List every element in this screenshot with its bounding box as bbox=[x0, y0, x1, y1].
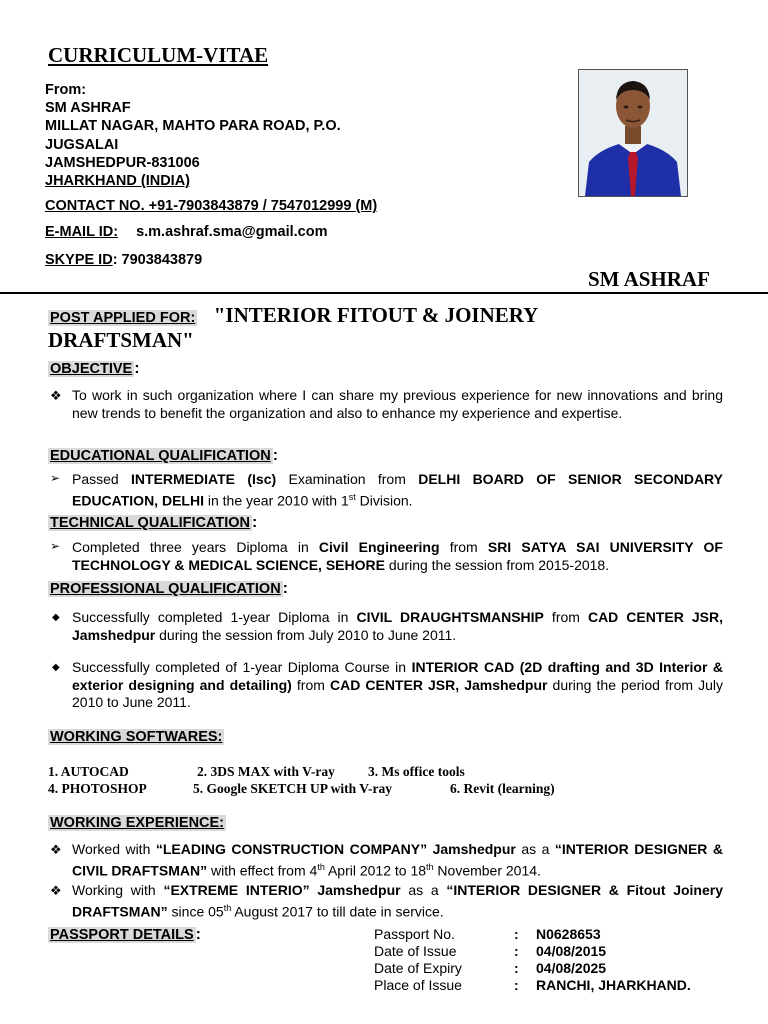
small-diamond-bullet-icon: ◆ bbox=[52, 612, 60, 623]
objective-header-text: OBJECTIVE bbox=[50, 361, 133, 377]
small-diamond-bullet-icon: ◆ bbox=[52, 662, 60, 673]
divider-line bbox=[0, 292, 768, 294]
diamond-bullet-icon: ❖ bbox=[50, 842, 62, 857]
email-row bbox=[45, 224, 328, 240]
skype-label: SKYPE ID bbox=[45, 252, 113, 268]
profile-photo bbox=[578, 69, 688, 197]
professional-header-text: PROFESSIONAL QUALIFICATION bbox=[50, 581, 281, 597]
passport-value: N0628653 bbox=[536, 926, 601, 942]
diamond-bullet-icon: ❖ bbox=[50, 388, 62, 403]
post-value-1: "INTERIOR FITOUT & JOINERY bbox=[213, 303, 539, 327]
post-label: POST APPLIED FOR: bbox=[50, 310, 196, 326]
software-item-1: 1. AUTOCAD bbox=[48, 764, 129, 779]
passport-sep: : bbox=[514, 943, 519, 959]
experience-header-text: WORKING EXPERIENCE: bbox=[50, 815, 225, 831]
passport-value: 04/08/2015 bbox=[536, 943, 607, 959]
passport-sep: : bbox=[514, 977, 519, 993]
passport-value: 04/08/2025 bbox=[536, 960, 607, 976]
skype-value: : 7903843879 bbox=[112, 252, 203, 268]
name-signature: SM ASHRAF bbox=[588, 267, 710, 291]
objective-header: OBJECTIVE : bbox=[50, 360, 140, 377]
email-label: E-MAIL ID: bbox=[45, 224, 119, 240]
passport-sep: : bbox=[514, 960, 519, 976]
diamond-bullet-icon: ❖ bbox=[50, 883, 62, 898]
email-value[interactable]: s.m.ashraf.sma@gmail.com bbox=[136, 224, 328, 240]
professional-header: PROFESSIONAL QUALIFICATION : bbox=[50, 580, 288, 597]
experience-header bbox=[48, 814, 226, 832]
candidate-name: SM ASHRAF bbox=[45, 100, 131, 117]
arrow-bullet-icon: ➢ bbox=[50, 539, 61, 553]
technical-header: TECHNICAL QUALIFICATION : bbox=[50, 514, 258, 531]
passport-value: RANCHI, JHARKHAND. bbox=[536, 977, 691, 993]
objective-text: To work in such organization where I can share my previous experience for new innovations and bring new trends to benefit the organization and also to enhance my experience and expertise. bbox=[72, 387, 723, 421]
software-header-text: WORKING SOFTWARES: bbox=[50, 729, 223, 745]
education-header: EDUCATIONAL QUALIFICATION : bbox=[50, 447, 279, 464]
technical-text: Completed three years Diploma in Civil Engineering from SRI SATYA SAI UNIVERSITY OF TECHNOLOGY & MEDICAL SCIENCE, SEHORE during the session from 2015-2018. bbox=[72, 539, 723, 573]
software-header bbox=[48, 728, 224, 746]
passport-label: Passport No. bbox=[374, 926, 455, 942]
address-line-1: MILLAT NAGAR, MAHTO PARA ROAD, P.O. bbox=[45, 118, 341, 135]
arrow-bullet-icon: ➢ bbox=[50, 471, 61, 485]
passport-label: Date of Expiry bbox=[374, 960, 462, 976]
address-line-2: JUGSALAI bbox=[45, 136, 119, 153]
contact-number: CONTACT NO. +91-7903843879 / 7547012999 (M) bbox=[45, 198, 378, 214]
passport-header: PASSPORT DETAILS : bbox=[50, 926, 201, 943]
passport-sep: : bbox=[514, 926, 519, 942]
education-text: Passed INTERMEDIATE (Isc) Examination from DELHI BOARD OF SENIOR SECONDARY EDUCATION, DELHI in the year 2010 with 1st Division. bbox=[72, 471, 723, 509]
professional-item-1: Successfully completed 1-year Diploma in CIVIL DRAUGHTSMANSHIP from CAD CENTER JSR, Jamshedpur during the session from July 2010 to June 2011. bbox=[72, 609, 724, 643]
from-label: From: bbox=[45, 82, 87, 98]
software-item-4: 4. PHOTOSHOP bbox=[48, 781, 147, 796]
from-block bbox=[45, 81, 341, 190]
post-applied bbox=[48, 303, 728, 328]
experience-item-2: Working with “EXTREME INTERIO” Jamshedpur as a “INTERIOR DESIGNER & Fitout Joinery DRAFTSMAN” since 05th August 2017 to till date in service. bbox=[72, 882, 723, 920]
education-header-text: EDUCATIONAL QUALIFICATION bbox=[50, 448, 271, 464]
passport-header-text: PASSPORT DETAILS bbox=[50, 927, 194, 943]
professional-item-2: Successfully completed of 1-year Diploma Course in INTERIOR CAD (2D drafting and 3D Interior & exterior designing and detailing) from CAD CENTER JSR, Jamshedpur during the period from July 2010 to June 2011. bbox=[72, 659, 724, 710]
software-item-2: 2. 3DS MAX with V-ray bbox=[197, 764, 335, 779]
software-item-3: 3. Ms office tools bbox=[368, 764, 465, 779]
address-line-4: JHARKHAND (INDIA) bbox=[45, 173, 190, 190]
skype-row bbox=[45, 252, 202, 268]
page-title: CURRICULUM-VITAE bbox=[48, 43, 269, 67]
experience-item-1: Worked with “LEADING CONSTRUCTION COMPANY” Jamshedpur as a “INTERIOR DESIGNER & CIVIL DRAFTSMAN” with effect from 4th April 2012 to 18th November 2014. bbox=[72, 841, 723, 879]
technical-header-text: TECHNICAL QUALIFICATION bbox=[50, 515, 251, 531]
software-item-6: 6. Revit (learning) bbox=[450, 781, 555, 796]
passport-label: Place of Issue bbox=[374, 977, 462, 993]
address-line-3: JAMSHEDPUR-831006 bbox=[45, 154, 200, 171]
software-item-5: 5. Google SKETCH UP with V-ray bbox=[193, 781, 393, 796]
post-value-2: DRAFTSMAN" bbox=[48, 328, 194, 352]
passport-label: Date of Issue bbox=[374, 943, 457, 959]
